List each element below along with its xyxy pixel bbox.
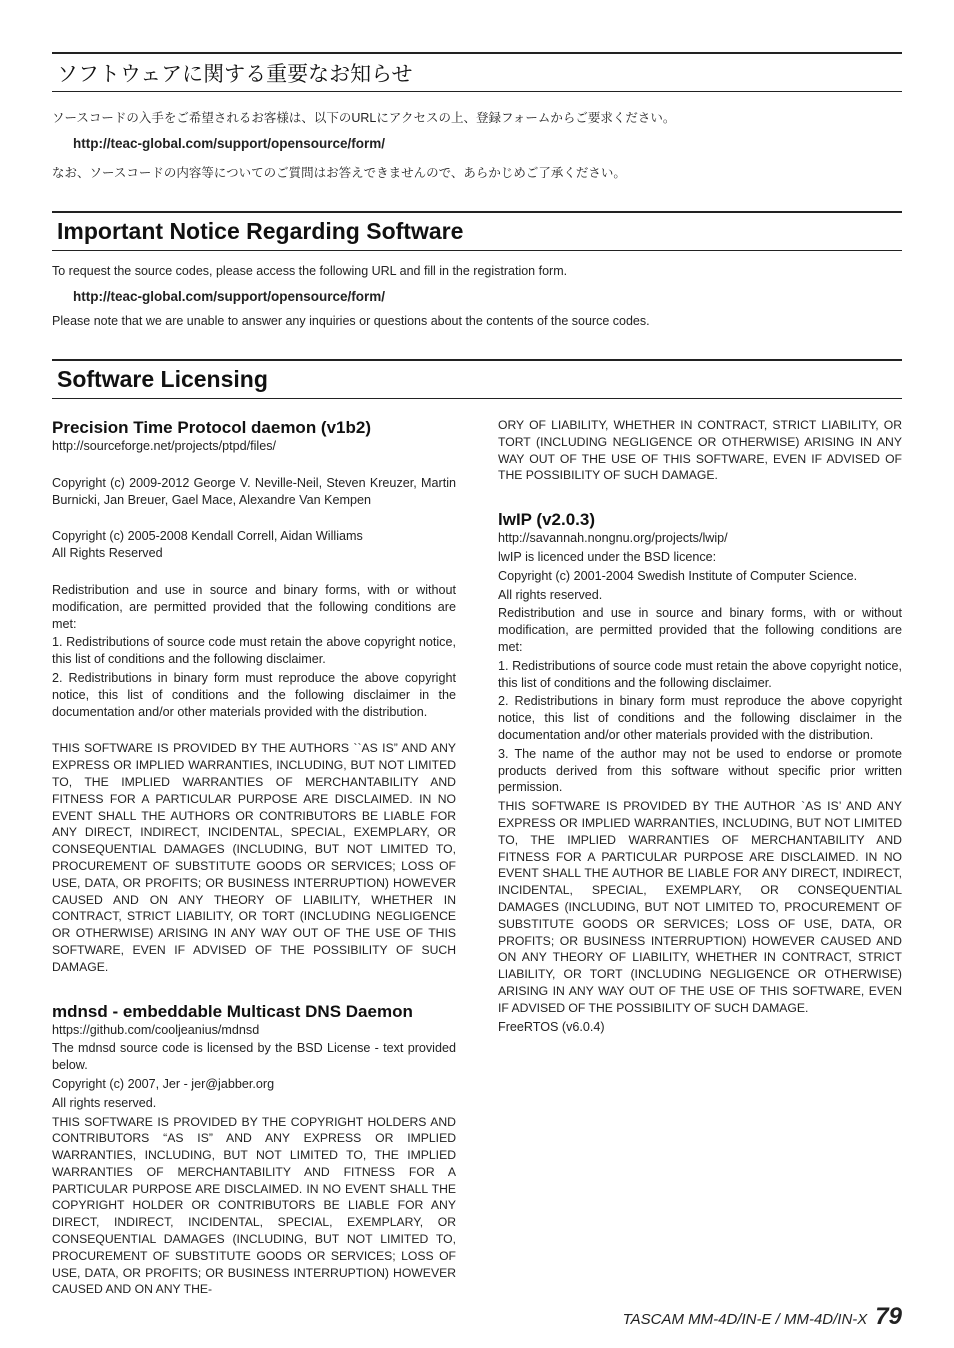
mdnsd-copyright: Copyright (c) 2007, Jer - jer@jabber.org xyxy=(52,1076,275,1091)
mdnsd-url[interactable]: https://github.com/cooljeanius/mdnsd xyxy=(52,1022,260,1037)
mdnsd-title: mdnsd - embeddable Multicast DNS Daemon xyxy=(52,1001,413,1021)
mdnsd-disclaimer-part-2: ORY OF LIABILITY, WHETHER IN CONTRACT, STRICT LIABILITY, OR TORT (INCLUDING NEGLIGENCE OR OTHERWISE) ARISING IN ANY WAY OUT OF THE USE OF THIS SOFTWARE, EVEN IF ADVISED OF THE POSSIBILITY OF SUCH DAMAGE. xyxy=(498,418,902,483)
ptpd-redistribution: Redistribution and use in source and binary forms, with or without modification, are permitted provided that the following conditions are met: xyxy=(52,582,456,631)
lwip-redistribution: Redistribution and use in source and binary forms, with or without modification, are permitted provided that the following conditions are met: xyxy=(498,606,902,654)
jp-section-heading: ソフトウェアに関する重要なお知らせ xyxy=(52,52,902,92)
ptpd-copyright-2: Copyright (c) 2005-2008 Kendall Correll, Aidan Williams xyxy=(52,529,363,544)
lwip-condition-1: 1. Redistributions of source code must retain the above copyright notice, this list of conditions and the following disclaimer. xyxy=(498,658,902,690)
ptpd-condition-2: 2. Redistributions in binary form must reproduce the above copyright notice, this list of conditions and the following disclaimer in the documentation and/or other materials provided with the distribution. xyxy=(52,670,456,719)
mdnsd-rights: All rights reserved. xyxy=(52,1095,157,1110)
freertos-label: FreeRTOS (v6.0.4) xyxy=(498,1019,605,1034)
notice-section-heading: Important Notice Regarding Software xyxy=(52,211,902,251)
notice-url-link[interactable]: http://teac-global.com/support/opensource/form/ xyxy=(73,289,386,304)
page-number: 79 xyxy=(875,1303,902,1330)
ptpd-copyright-1: Copyright (c) 2009-2012 George V. Neville-Neil, Steven Kreuzer, Martin Burnicki, Jan Breuer, Gael Mace, Alexandre Van Kempen xyxy=(52,475,456,507)
notice-note-text: Please note that we are unable to answer any inquiries or questions about the contents of the source codes. xyxy=(52,314,650,328)
right-column xyxy=(498,417,902,1035)
ptpd-disclaimer: THIS SOFTWARE IS PROVIDED BY THE AUTHORS ``AS IS” AND ANY EXPRESS OR IMPLIED WARRANTIES, INCLUDING, BUT NOT LIMITED TO, THE IMPLIED WARRANTIES OF MERCHANTABILITY AND FITNESS FOR A PARTICULAR PURPOSE ARE DISCLAIMED. IN NO EVENT SHALL THE AUTHORS OR CONTRIBUTORS BE LIABLE FOR ANY DIRECT, INDIRECT, INCIDENTAL, SPECIAL, EXEMPLARY, OR CONSEQUENTIAL DAMAGES (INCLUDING, BUT NOT LIMITED TO, PROCUREMENT OF SUBSTITUTE GOODS OR SERVICES; LOSS OF USE, DATA, OR PROFITS; OR BUSINESS INTERRUPTION) HOWEVER CAUSED AND ON ANY THEORY OF LIABILITY, WHETHER IN CONTRACT, STRICT LIABILITY, OR TORT (INCLUDING NEGLIGENCE OR OTHERWISE) ARISING IN ANY WAY OUT OF THE USE OF THIS SOFTWARE, EVEN IF ADVISED OF THE POSSIBILITY OF SUCH DAMAGE. xyxy=(52,741,456,974)
lwip-disclaimer: THIS SOFTWARE IS PROVIDED BY THE AUTHOR `AS IS’ AND ANY EXPRESS OR IMPLIED WARRANTIES, INCLUDING, BUT NOT LIMITED TO, THE IMPLIED WARRANTIES OF MERCHANTABILITY AND FITNESS FOR A PARTICULAR PURPOSE ARE DISCLAIMED. IN NO EVENT SHALL THE AUTHOR BE LIABLE FOR ANY DIRECT, INDIRECT, INCIDENTAL, SPECIAL, EXEMPLARY, OR CONSEQUENTIAL DAMAGES (INCLUDING, BUT NOT LIMITED TO, PROCUREMENT OF SUBSTITUTE GOODS OR SERVICES; LOSS OF USE, DATA, OR PROFITS; OR BUSINESS INTERRUPTION) HOWEVER CAUSED AND ON ANY THEORY OF LIABILITY, WHETHER IN CONTRACT, STRICT LIABILITY, OR TORT (INCLUDING NEGLIGENCE OR OTHERWISE) ARISING IN ANY WAY OUT OF THE USE OF THIS SOFTWARE, EVEN IF ADVISED OF THE POSSIBILITY OF SUCH DAMAGE. xyxy=(498,799,902,1015)
left-column xyxy=(52,418,456,1298)
jp-url-link[interactable]: http://teac-global.com/support/opensource/form/ xyxy=(73,136,386,151)
notice-request-text: To request the source codes, please access the following URL and fill in the registration form. xyxy=(52,264,568,278)
lwip-url[interactable]: http://savannah.nongnu.org/projects/lwip/ xyxy=(498,531,728,546)
lwip-rights: All rights reserved. xyxy=(498,587,603,602)
mdnsd-intro: The mdnsd source code is licensed by the BSD License - text provided below. xyxy=(52,1041,456,1073)
lwip-title: lwIP (v2.0.3) xyxy=(498,510,596,530)
mdnsd-disclaimer-part-1: THIS SOFTWARE IS PROVIDED BY THE COPYRIGHT HOLDERS AND CONTRIBUTORS “AS IS” AND ANY EXPRESS OR IMPLIED WARRANTIES, INCLUDING, BUT NOT LIMITED TO, THE IMPLIED WARRANTIES OF MERCHANTABILITY AND FITNESS FOR A PARTICULAR PURPOSE ARE DISCLAIMED. IN NO EVENT SHALL THE COPYRIGHT HOLDER OR CONTRIBUTORS BE LIABLE FOR ANY DIRECT, INDIRECT, INCIDENTAL, SPECIAL, EXEMPLARY, OR CONSEQUENTIAL DAMAGES (INCLUDING, BUT NOT LIMITED TO, PROCUREMENT OF SUBSTITUTE GOODS OR SERVICES; LOSS OF USE, DATA, OR PROFITS; OR BUSINESS INTERRUPTION) HOWEVER CAUSED AND ON ANY THE- xyxy=(52,1114,456,1297)
lwip-copyright: Copyright (c) 2001-2004 Swedish Institute of Computer Science. xyxy=(498,568,858,583)
ptpd-condition-1: 1. Redistributions of source code must retain the above copyright notice, this list of conditions and the following disclaimer. xyxy=(52,635,456,667)
page-footer xyxy=(623,1303,902,1331)
lwip-licence: lwIP is licenced under the BSD licence: xyxy=(498,549,717,564)
ptpd-title: Precision Time Protocol daemon (v1b2) xyxy=(52,418,371,437)
jp-request-text: ソースコードの入手をご希望されるお客様は、以下のURLにアクセスの上、登録フォームからご要求ください。 xyxy=(52,111,676,125)
lwip-condition-2: 2. Redistributions in binary form must reproduce the above copyright notice, this list of conditions and the following disclaimer in the documentation and/or other materials provided with the distribution. xyxy=(498,694,902,742)
jp-note-text: なお、ソースコードの内容等についてのご質問はお答えできませんので、あらかじめご了承ください。 xyxy=(52,166,626,180)
licensing-section-heading: Software Licensing xyxy=(52,359,902,399)
lwip-condition-3: 3. The name of the author may not be used to endorse or promote products derived from this software without specific prior written permission. xyxy=(498,746,902,795)
ptpd-rights: All Rights Reserved xyxy=(52,546,163,561)
ptpd-url[interactable]: http://sourceforge.net/projects/ptpd/files/ xyxy=(52,439,277,453)
footer-model: TASCAM MM-4D/IN-E / MM-4D/IN-X xyxy=(622,1311,868,1328)
